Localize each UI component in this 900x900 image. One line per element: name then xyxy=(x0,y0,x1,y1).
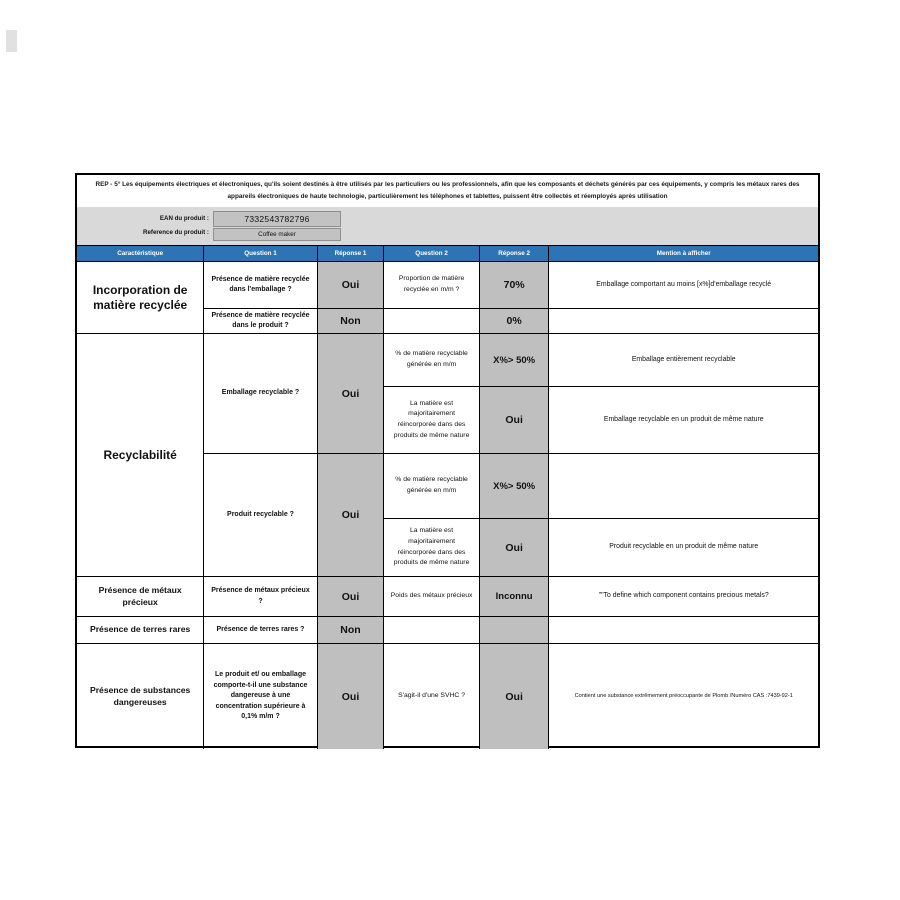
q2-terres-rares-empty xyxy=(384,617,479,644)
r2-produit-recycle: 0% xyxy=(480,309,550,334)
column-header-question1: Question 1 xyxy=(204,246,317,262)
product-id-labels xyxy=(79,212,209,239)
ean-value-field[interactable]: 7332543782796 xyxy=(213,211,341,227)
reference-label: Reference du produit : xyxy=(142,228,209,236)
r2-poids-metaux: Inconnu xyxy=(480,577,550,617)
q2-proportion-recyclee: Proportion de matière recyclée en m/m ? xyxy=(384,262,479,309)
mention-metaux-precieux: ""To define which component contains precious metals? xyxy=(549,577,818,617)
q2-poids-metaux: Poids des métaux précieux xyxy=(384,577,479,617)
r1-metaux-precieux: Oui xyxy=(318,577,385,617)
mention-terres-rares-empty xyxy=(549,617,818,644)
mention-emballage-entierement: Emballage entièrement recyclable xyxy=(549,334,818,387)
r1-emballage-recycle: Oui xyxy=(318,262,385,309)
section-recyclabilite: Recyclabilité xyxy=(77,334,204,577)
r2-proportion-recyclee: 70% xyxy=(480,262,550,309)
r2-emballage-pct-recyclable: X%> 50% xyxy=(480,334,550,387)
r1-emballage-recyclable: Oui xyxy=(318,334,385,454)
scrollbar-artifact xyxy=(6,30,17,52)
r2-terres-rares-empty xyxy=(480,617,550,644)
q2-emballage-reincorporee: La matière est majoritairement réincorporée dans des produits de même nature xyxy=(384,387,479,454)
r2-svhc: Oui xyxy=(480,644,550,749)
r1-produit-recycle: Non xyxy=(318,309,385,334)
column-header-mention: Mention à afficher xyxy=(549,246,818,262)
q2-emballage-pct-recyclable: % de matière recyclable générée en m/m xyxy=(384,334,479,387)
section-substances-dangereuses: Présence de substances dangereuses xyxy=(77,644,204,749)
characteristics-grid xyxy=(77,245,818,749)
q1-emballage-recyclable: Emballage recyclable ? xyxy=(204,334,317,454)
section-incorporation: Incorporation de matière recyclée xyxy=(77,262,204,334)
q2-svhc: S'agit-il d'une SVHC ? xyxy=(384,644,479,749)
q1-terres-rares: Présence de terres rares ? xyxy=(204,617,317,644)
q1-substance-dangereuse: Le produit et/ ou emballage comporte-t-il une substance dangereuse à une concentration supérieure à 0,1% m/m ? xyxy=(204,644,317,749)
mention-produit-recycle-empty xyxy=(549,309,818,334)
ean-label: EAN du produit : xyxy=(159,215,209,222)
r2-emballage-reincorporee: Oui xyxy=(480,387,550,454)
mention-produit-pct-empty xyxy=(549,454,818,519)
column-header-reponse2: Réponse 2 xyxy=(480,246,550,262)
q2-produit-reincorporee: La matière est majoritairement réincorporée dans des produits de même nature xyxy=(384,519,479,577)
q2-produit-recycle-empty xyxy=(384,309,479,334)
product-sheet-table xyxy=(75,173,820,748)
section-terres-rares: Présence de terres rares xyxy=(77,617,204,644)
mention-emballage-meme-nature: Emballage recyclable en un produit de même nature xyxy=(549,387,818,454)
q2-produit-pct-recyclable: % de matière recyclable générée en m/m xyxy=(384,454,479,519)
r1-terres-rares: Non xyxy=(318,617,385,644)
mention-produit-meme-nature: Produit recyclable en un produit de même nature xyxy=(549,519,818,577)
q1-produit-recycle: Présence de matière recyclée dans le produit ? xyxy=(204,309,317,334)
column-header-question2: Question 2 xyxy=(384,246,479,262)
q1-emballage-recycle: Présence de matière recyclée dans l'emballage ? xyxy=(204,262,317,309)
section-metaux-precieux: Présence de métaux précieux xyxy=(77,577,204,617)
reference-value-field[interactable]: Coffee maker xyxy=(213,228,341,241)
mention-emballage-recycle: Emballage comportant au moins [x%]d'emballage recyclé xyxy=(549,262,818,309)
product-id-band xyxy=(77,207,818,245)
column-header-caracteristique: Caractéristique xyxy=(77,246,204,262)
q1-produit-recyclable: Produit recyclable ? xyxy=(204,454,317,577)
q1-metaux-precieux: Présence de métaux précieux ? xyxy=(204,577,317,617)
regulation-note: REP - 5° Les équipements électriques et électroniques, qu'ils soient destinés à être utilisés par les particuliers ou les professionnels, afin que les composants et déchets générés par ces équipements, y compris les métaux rares des appareils électroniques de haute technologie, particulièrement les téléphones et tablettes, puissent être collectés et réemployés après utilisation xyxy=(95,180,800,200)
r2-produit-pct-recyclable: X%> 50% xyxy=(480,454,550,519)
r1-produit-recyclable: Oui xyxy=(318,454,385,577)
column-header-reponse1: Réponse 1 xyxy=(318,246,385,262)
r2-produit-reincorporee: Oui xyxy=(480,519,550,577)
r1-substance-dangereuse: Oui xyxy=(318,644,385,749)
mention-svhc-plomb: Contient une substance extrêmement préoccupante de Plomb /Numéro CAS :7439-92-1 xyxy=(574,692,793,699)
